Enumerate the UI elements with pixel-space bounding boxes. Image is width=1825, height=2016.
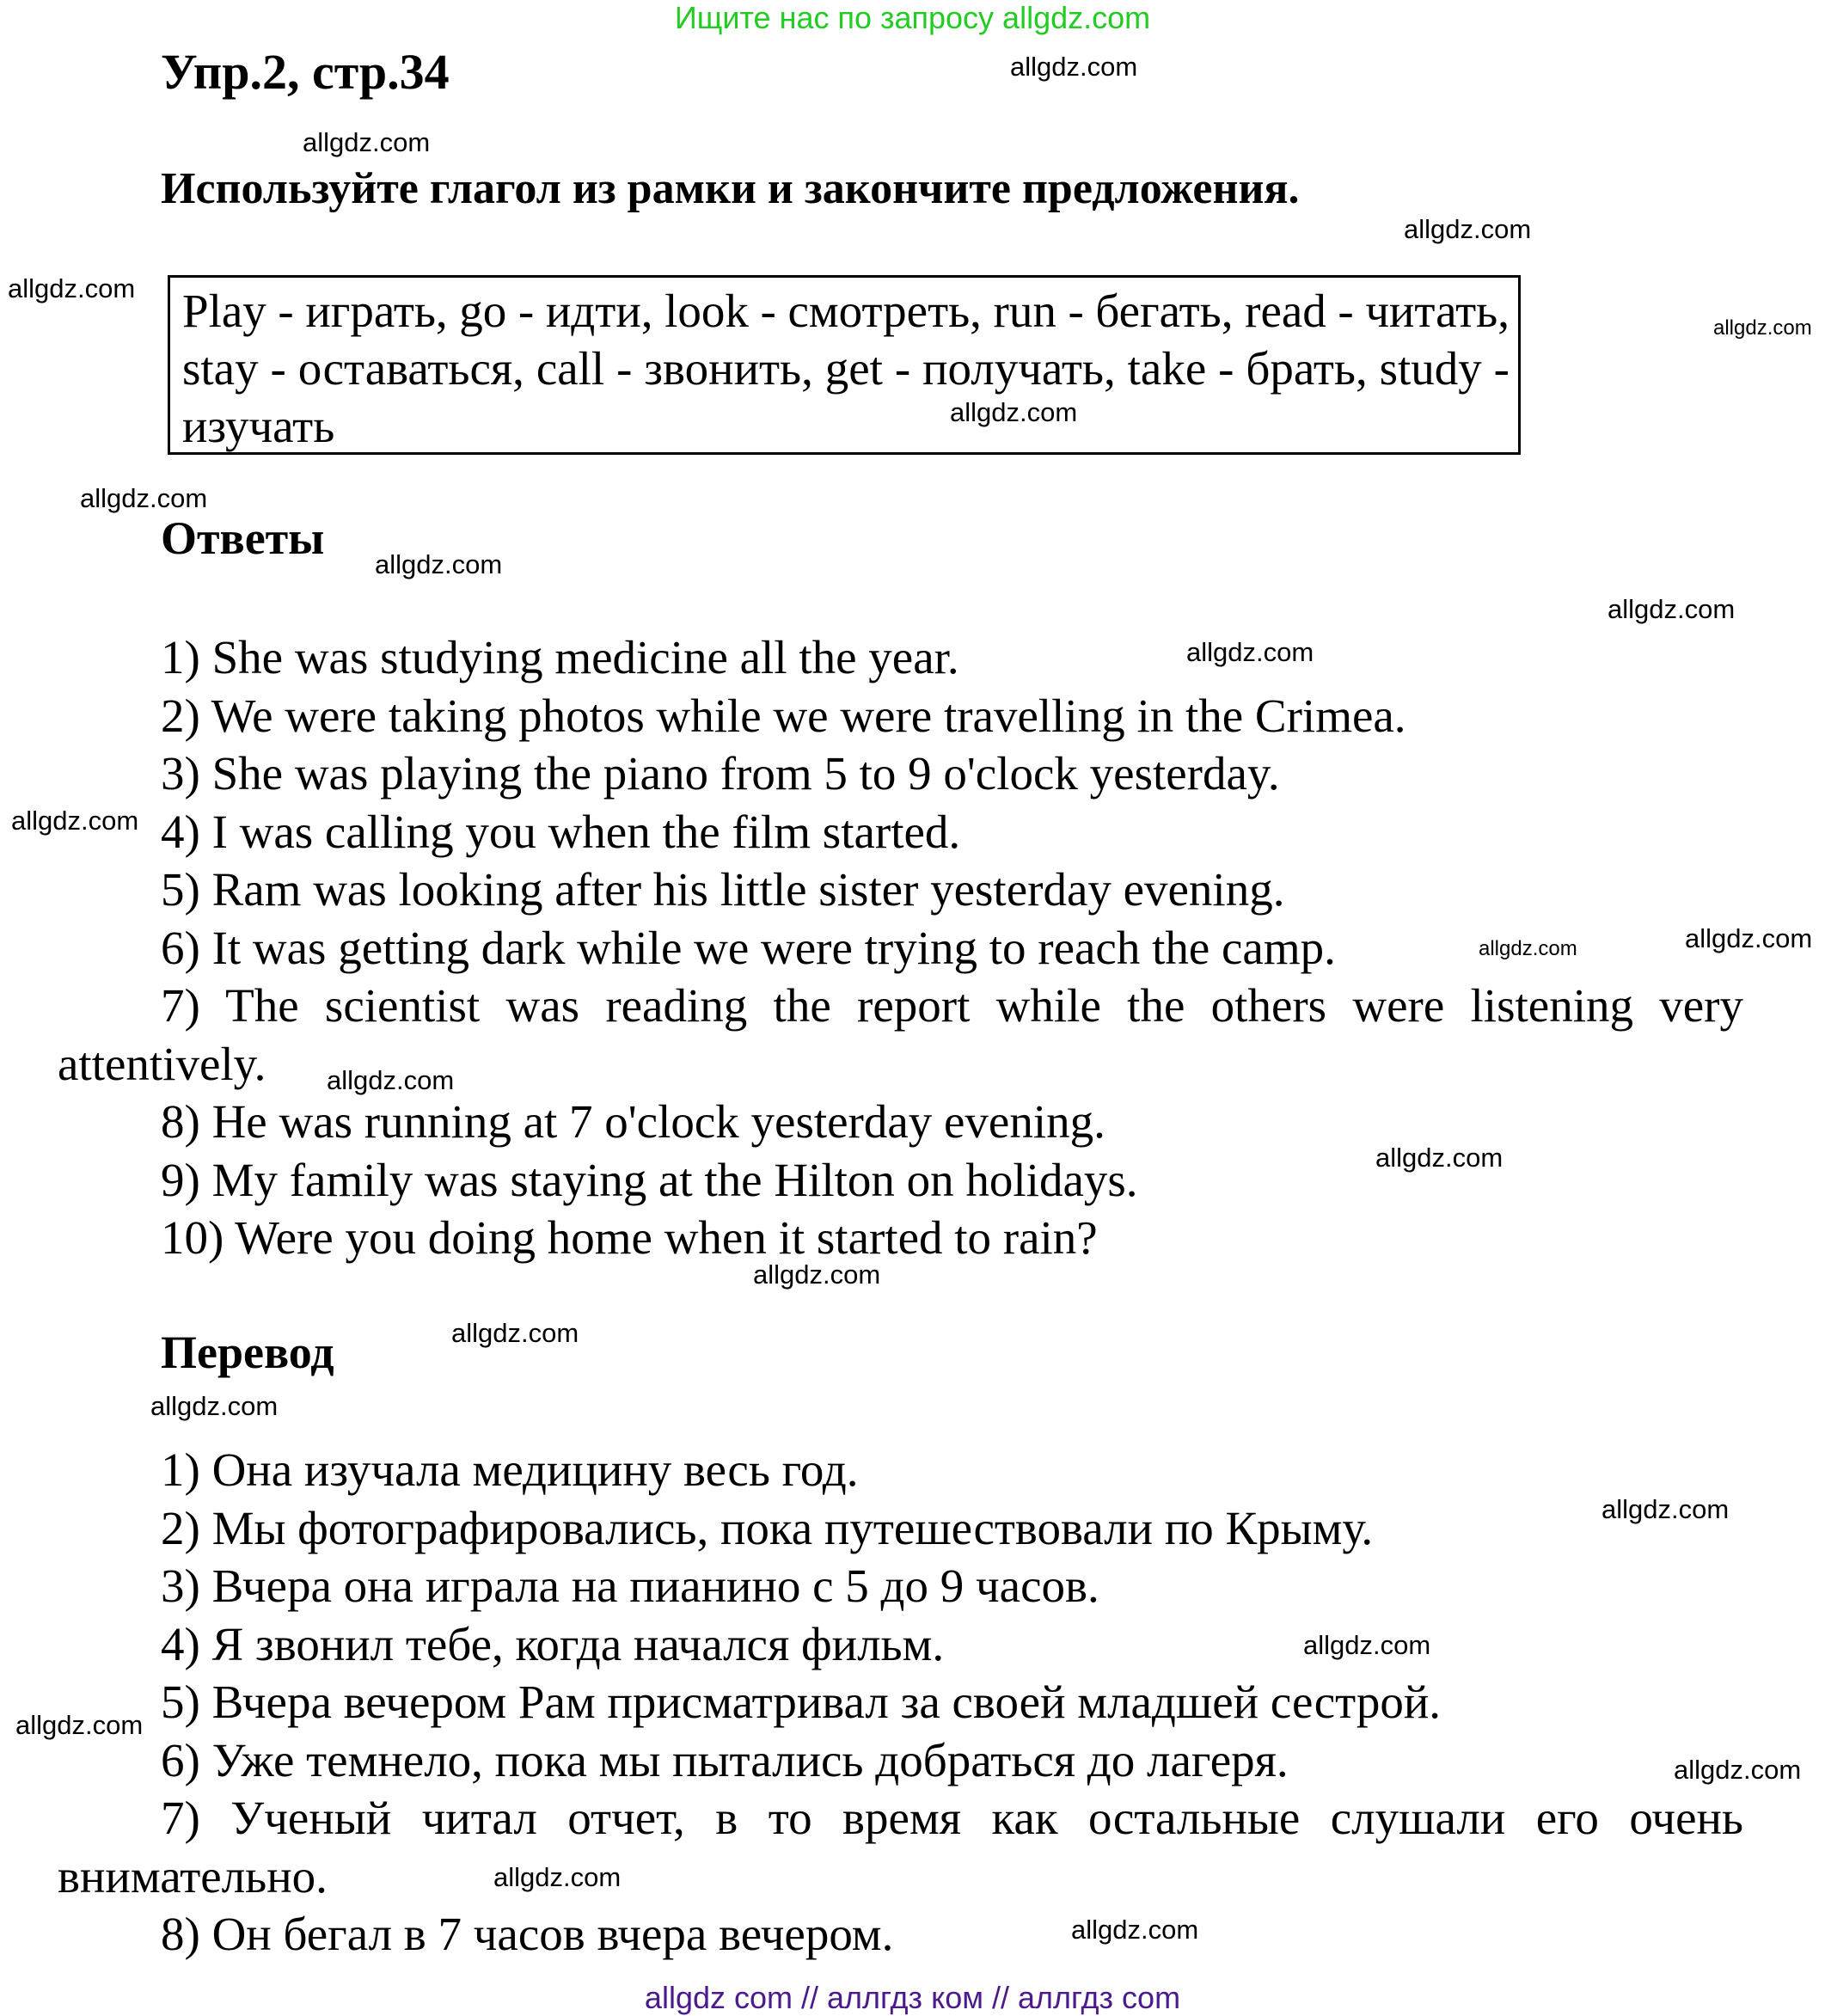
watermark: allgdz.com — [1713, 316, 1812, 340]
translation-heading: Перевод — [161, 1327, 334, 1378]
watermark: allgdz.com — [1685, 923, 1813, 953]
translation-item: 8) Он бегал в 7 часов вчера вечером. — [161, 1908, 894, 1960]
translation-item: 5) Вчера вечером Рам присматривал за своей младшей сестрой. — [161, 1676, 1442, 1728]
watermark: allgdz.com — [753, 1259, 881, 1290]
answer-item: 7) The scientist was reading the report while the others were listening very attentively. — [58, 979, 1743, 1090]
exercise-instruction: Используйте глагол из рамки и закончите предложения. — [161, 164, 1300, 213]
watermark: allgdz.com — [1071, 1915, 1199, 1945]
watermark: allgdz.com — [950, 397, 1078, 427]
watermark: allgdz.com — [1010, 52, 1138, 82]
watermark: allgdz.com — [493, 1862, 622, 1892]
translation-item: 3) Вчера она играла на пианино с 5 до 9 часов. — [161, 1559, 1099, 1612]
answer-item: 1) She was studying medicine all the year. — [161, 631, 959, 683]
page-title: Упр.2, стр.34 — [161, 44, 450, 100]
watermark: allgdz.com — [1601, 1494, 1730, 1524]
translations-list — [58, 1441, 1743, 1964]
watermark: allgdz.com — [150, 1391, 279, 1421]
translation-item: 2) Мы фотографировались, пока путешествовали по Крыму. — [161, 1501, 1374, 1554]
watermark: allgdz.com — [375, 549, 503, 579]
word-box — [168, 275, 1521, 455]
top-search-banner: Ищите нас по запросу allgdz.com — [674, 0, 1151, 35]
translation-item: 7) Ученый читал отчет, в то время как остальные слушали его очень внимательно. — [58, 1792, 1743, 1903]
watermark: allgdz.com — [451, 1318, 579, 1348]
answer-item: 10) Were you doing home when it started to rain? — [161, 1211, 1098, 1264]
watermark: allgdz.com — [15, 1710, 144, 1740]
watermark: allgdz.com — [11, 806, 139, 836]
watermark: allgdz.com — [1375, 1143, 1503, 1173]
watermark: allgdz.com — [1404, 214, 1532, 244]
watermark: allgdz.com — [1608, 594, 1736, 624]
answers-heading: Ответы — [161, 512, 325, 564]
watermark: allgdz.com — [1303, 1630, 1431, 1660]
bottom-site-banner: allgdz com // аллгдз ком // аллгдз com — [644, 1980, 1181, 2015]
answer-item: 4) I was calling you when the film started. — [161, 805, 961, 858]
answer-item: 9) My family was staying at the Hilton on holidays. — [161, 1153, 1138, 1206]
watermark: allgdz.com — [1674, 1755, 1802, 1785]
translation-item: 4) Я звонил тебе, когда начался фильм. — [161, 1617, 945, 1670]
watermark: allgdz.com — [80, 483, 208, 513]
answer-item: 5) Ram was looking after his little sister yesterday evening. — [161, 863, 1285, 916]
watermark: allgdz.com — [8, 273, 136, 303]
translation-item: 1) Она изучала медицину весь год. — [161, 1443, 859, 1496]
translation-item: 6) Уже темнело, пока мы пытались добраться до лагеря. — [161, 1733, 1289, 1786]
answer-item: 2) We were taking photos while we were travelling in the Crimea. — [161, 689, 1406, 742]
word-box-text: Play - играть, go - идти, look - смотреть, run - бегать, read - читать, stay - оставаться, call - звонить, get - получать, take - брать, study - изучать — [182, 285, 1510, 452]
watermark: allgdz.com — [327, 1065, 455, 1095]
answer-item: 3) She was playing the piano from 5 to 9 o'clock yesterday. — [161, 747, 1280, 800]
watermark: allgdz.com — [303, 127, 431, 157]
watermark: allgdz.com — [1479, 937, 1577, 960]
answer-item: 6) It was getting dark while we were trying to reach the camp. — [161, 921, 1336, 974]
answer-item: 8) He was running at 7 o'clock yesterday evening. — [161, 1095, 1105, 1148]
watermark: allgdz.com — [1186, 637, 1314, 667]
